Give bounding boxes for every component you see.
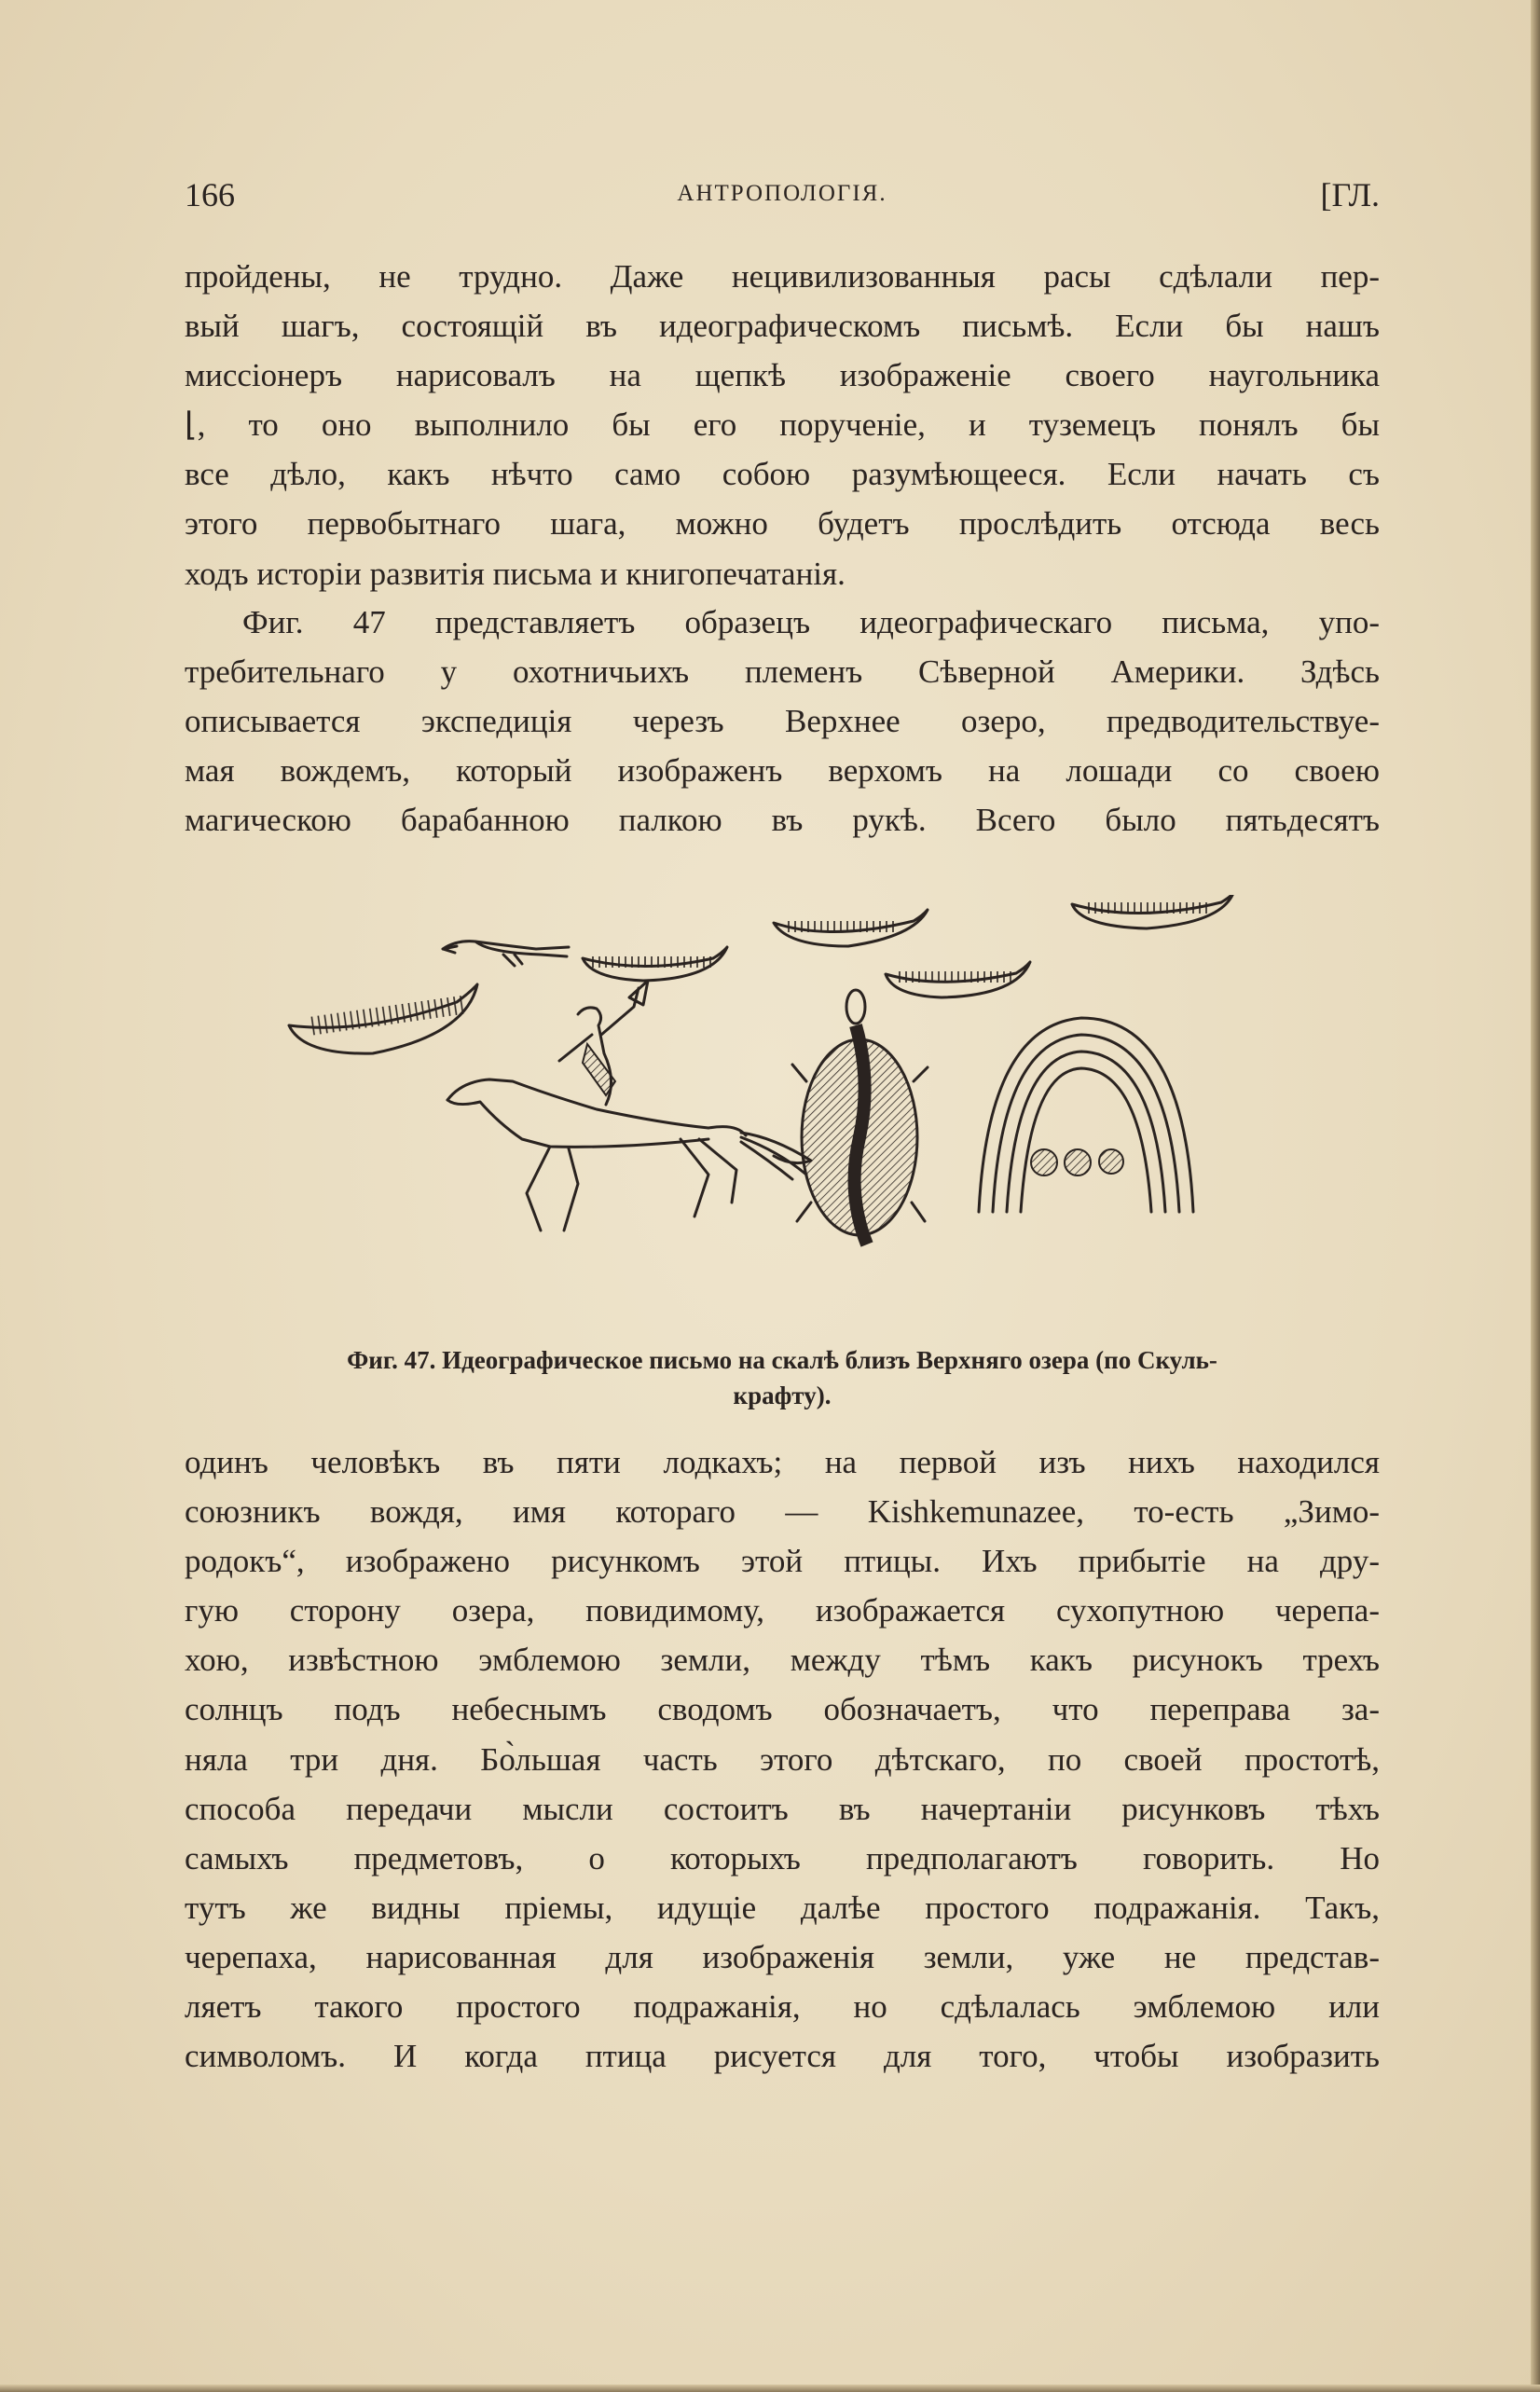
text-line: родокъ“, изображено рисункомъ этой птицы. Ихъ прибытіе на дру- xyxy=(185,1543,1380,1580)
text-line: описывается экспедиція черезъ Верхнее озеро, предводительствуе- xyxy=(185,703,1380,740)
chapter-reference: [ГЛ. xyxy=(1320,176,1380,213)
sun-icon xyxy=(1099,1149,1123,1174)
text-line: требительнаго у охотничьихъ племенъ Сѣверной Америки. Здѣсь xyxy=(185,653,1380,691)
text-line: няла три дня. Бо̀льшая часть этого дѣтскаго, по своей простотѣ, xyxy=(185,1740,1380,1778)
text-line: ⌊, то оно выполнило бы его порученіе, и туземецъ понялъ бы xyxy=(185,406,1380,444)
text-line: этого первобытнаго шага, можно будетъ прослѣдить отсюда весь xyxy=(185,505,1380,543)
page-edge-shadow xyxy=(1531,0,1540,2392)
paragraph-1 xyxy=(185,252,1380,598)
sun-icon xyxy=(1031,1149,1057,1175)
text-line: вый шагъ, состоящій въ идеографическомъ письмѣ. Если бы нашъ xyxy=(185,308,1380,345)
running-title: АНТРОПОЛОГІЯ. xyxy=(677,181,887,206)
text-line: способа передачи мысли состоитъ въ начертаніи рисунковъ тѣхъ xyxy=(185,1790,1380,1827)
text-line: союзникъ вождя, имя котораго — Kishkemunazee, то-есть „Зимо- xyxy=(185,1493,1380,1531)
page-bottom-edge xyxy=(0,2385,1540,2392)
turtle-earth-icon xyxy=(792,990,928,1244)
text-line: символомъ. И когда птица рисуется для того, чтобы изобразить xyxy=(185,2038,1380,2075)
text-line: магическою барабанною палкою въ рукѣ. Всего было пятьдесятъ xyxy=(185,802,1380,839)
caption-line: крафту). xyxy=(733,1382,832,1409)
canoe-icon xyxy=(289,984,477,1053)
text-line: Фиг. 47 представляетъ образецъ идеографическаго письма, упо- xyxy=(242,604,1380,640)
text-line: самыхъ предметовъ, о которыхъ предполагаютъ говорить. Но xyxy=(185,1839,1380,1876)
text-line: черепаха, нарисованная для изображенія земли, уже не представ- xyxy=(185,1938,1380,1975)
sky-arch-three-suns-icon xyxy=(979,1018,1193,1212)
page-header xyxy=(185,175,1380,216)
text-line: пройдены, не трудно. Даже нецивилизованныя расы сдѣлали пер- xyxy=(185,258,1380,295)
text-line: миссіонеръ нарисовалъ на щепкѣ изображеніе своего наугольника xyxy=(185,357,1380,394)
caption-line: Фиг. 47. Идеографическое письмо на скалѣ близъ Верхняго озера (по Скуль- xyxy=(347,1346,1217,1374)
figure-47-pictograph xyxy=(270,895,1240,1286)
canoe-icon xyxy=(774,910,928,946)
text-line: ляетъ такого простого подражанія, но сдѣлалась эмблемою или xyxy=(185,1988,1380,2026)
text-line: ходъ исторіи развитія письма и книгопечатанія. xyxy=(185,555,846,592)
canoe-icon xyxy=(1072,895,1233,928)
pictograph-illustration xyxy=(270,895,1240,1286)
text-line: гую сторону озера, повидимому, изображается сухопутною черепа- xyxy=(185,1592,1380,1629)
canoe-icon xyxy=(583,947,727,981)
text-line: все дѣло, какъ нѣчто само собою разумѣющееся. Если начать съ xyxy=(185,456,1380,493)
text-line: солнцъ подъ небеснымъ сводомъ обозначаетъ, что переправа за- xyxy=(185,1691,1380,1728)
bird-kingfisher-icon xyxy=(443,942,569,966)
page-number: 166 xyxy=(185,176,235,213)
horse-rider-chief-icon xyxy=(447,981,811,1230)
paragraph-2 xyxy=(185,598,1380,845)
text-line: хою, извѣстною эмблемою земли, между тѣмъ какъ рисунокъ трехъ xyxy=(185,1642,1380,1679)
sun-icon xyxy=(1065,1149,1091,1175)
text-line: тутъ же видны пріемы, идущіе далѣе простого подражанія. Такъ, xyxy=(185,1889,1380,1926)
canoe-icon xyxy=(886,962,1030,997)
text-line: одинъ человѣкъ въ пяти лодкахъ; на первой изъ нихъ находился xyxy=(185,1444,1380,1480)
figure-caption xyxy=(185,1342,1380,1413)
text-line: мая вождемъ, который изображенъ верхомъ на лошади со своею xyxy=(185,752,1380,790)
paragraph-3 xyxy=(185,1437,1380,2081)
